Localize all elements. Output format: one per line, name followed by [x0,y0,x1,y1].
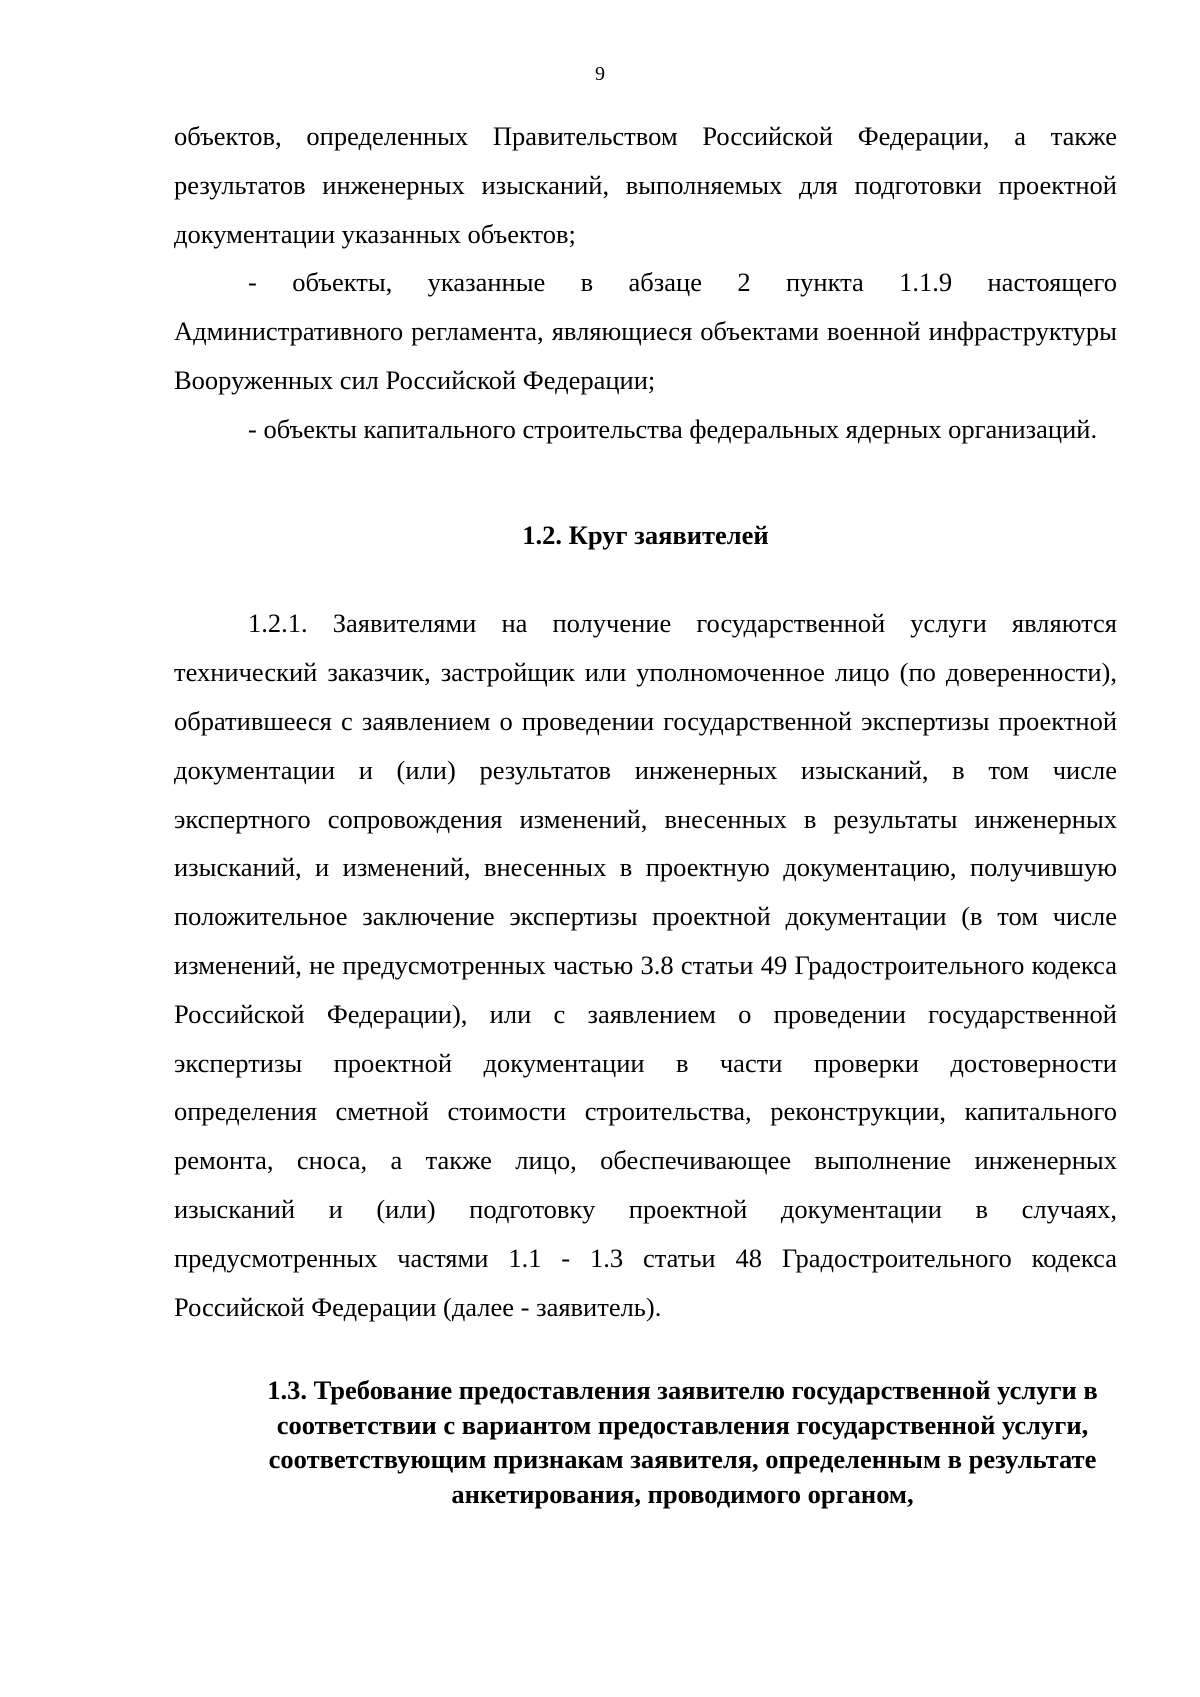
document-body [174,112,1117,1511]
paragraph-applicants: 1.2.1. Заявителями на получение государственной услуги являются технический заказчик, застройщик или уполномоченное лицо (по доверенности), обратившееся с заявлением о проведении государственной экспертизы проектной документации и (или) результатов инженерных изысканий, в том числе экспертного сопровождения изменений, внесенных в результаты инженерных изысканий, и изменений, внесенных в проектную документацию, получившую положительное заключение экспертизы проектной документации (в том числе изменений, не предусмотренных частью 3.8 статьи 49 Градостроительного кодекса Российской Федерации), или с заявлением о проведении государственной экспертизы проектной документации в части проверки достоверности определения сметной стоимости строительства, реконструкции, капитального ремонта, сноса, а также лицо, обеспечивающее выполнение инженерных изысканий и (или) подготовку проектной документации в случаях, предусмотренных частями 1.1 - 1.3 статьи 48 Градостроительного кодекса Российской Федерации (далее - заявитель). [174,608,1117,1322]
page-number: 9 [595,63,605,85]
section-heading-1-3: 1.3. Требование предоставления заявителю государственной услуги в соответствии с вариантом предоставления государственной услуги, соответствующим признакам заявителя, определенным в результате анкетирования, проводимого органом, [267,1375,1098,1509]
paragraph-objects-continuation: объектов, определенных Правительством Российской Федерации, а также результатов инженерных изысканий, выполняемых для подготовки проектной документации указанных объектов; [174,121,1117,249]
paragraph-nuclear-objects: - объекты капитального строительства федеральных ядерных организаций. [248,413,1098,444]
section-heading-1-2: 1.2. Круг заявителей [522,519,769,550]
paragraph-military-objects: - объекты, указанные в абзаце 2 пункта 1.1.9 настоящего Административного регламента, являющиеся объектами военной инфраструктуры Вооруженных сил Российской Федерации; [174,267,1117,395]
